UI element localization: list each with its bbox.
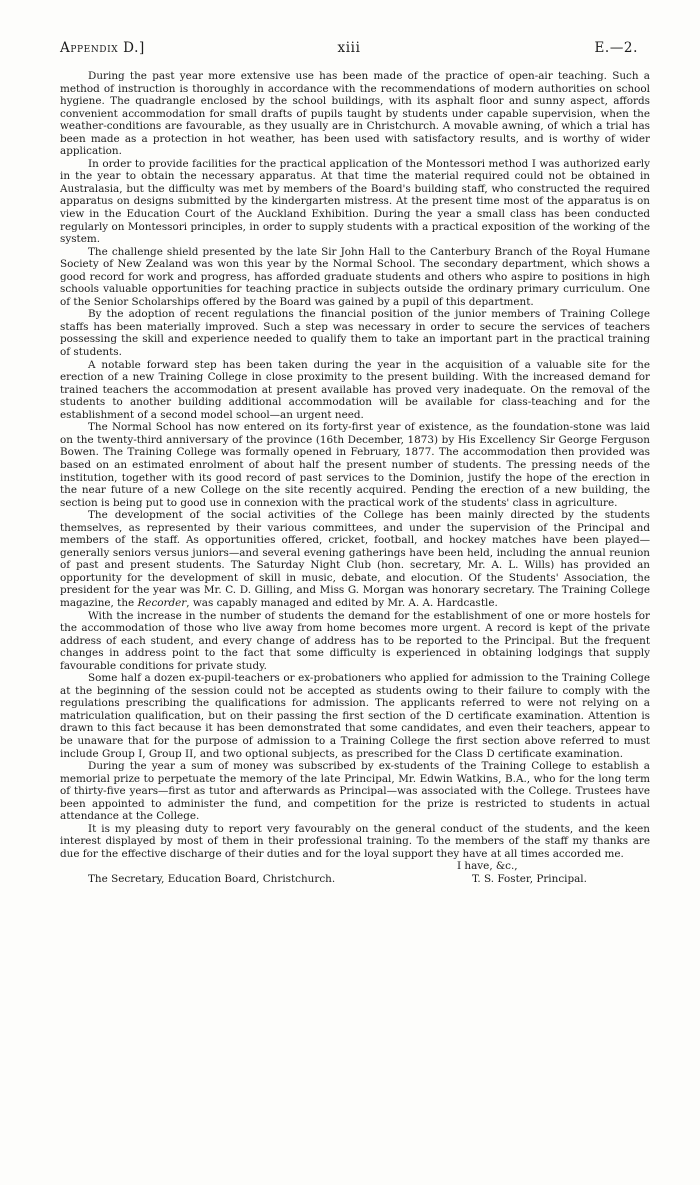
report-body: [60, 70, 650, 886]
paragraph-admission: Some half a dozen ex-pupil-teachers or ex-probationers who applied for admission to the Training College at the beginning of the session could not be accepted as students owing to their failure to comply with the regulations prescribing the qualifications for admission. The applicants referred to were not relying on a matriculation qualification, but on their passing the first section of the D certificate examination. Attention is drawn to this fact because it has been demonstrated that some candidates, and even their teachers, appear to be unaware that for the purpose of admission to a Training College the first section above referred to must include Group I, Group II, and two optional subjects, as prescribed for the Class D certificate examination.: [60, 672, 650, 760]
paragraph-memorial-prize: During the year a sum of money was subscribed by ex-students of the Training College to establish a memorial prize to perpetuate the memory of the late Principal, Mr. Edwin Watkins, B.A., who for the long term of thirty-five years—first as tutor and afterwards as Principal—was associated with the College. Trustees have been appointed to administer the fund, and competition for the prize is restricted to students in actual attendance at the College.: [60, 760, 650, 823]
paragraph-conclusion: It is my pleasing duty to report very favourably on the general conduct of the students, and the keen interest displayed by most of them in their professional training. To the members of the staff my thanks are due for the effective discharge of their duties and for the loyal support they have at all times accorded me.: [60, 822, 650, 860]
paragraph-normal-school-history: The Normal School has now entered on its forty-first year of existence, as the foundation-stone was laid on the twenty-third anniversary of the province (16th December, 1873) by His Excellency Sir George Ferguson Bowen. The Training College was formally opened in February, 1877. The accommodation then provided was based on an estimated enrolment of about half the present number of students. The pressing needs of the institution, together with its good record of past services to the Dominion, justify the hope of the erection in the near future of a new College on the site recently acquired. Pending the erection of a new building, the section is being put to good use in connexion with the practical work of the students' class in agriculture.: [60, 421, 650, 509]
paragraph-challenge-shield: The challenge shield presented by the late Sir John Hall to the Canterbury Branch of the Royal Humane Society of New Zealand was won this year by the Normal School. The secondary department, which shows a good record for work and progress, has afforded graduate students and others who aspire to positions in high schools valuable opportunities for teaching practice in subjects outside the ordinary primary curriculum. One of the Senior Scholarships offered by the Board was gained by a pupil of this department.: [60, 245, 650, 308]
paragraph-open-air-teaching: During the past year more extensive use has been made of the practice of open-air teaching. Such a method of instruction is thoroughly in accordance with the recommendations of modern authorities on school hygiene. The quadrangle enclosed by the school buildings, with its asphalt floor and sunny aspect, affords convenient accommodation for small drafts of pupils taught by students under capable supervision, when the weather-conditions are favourable, as they usually are in Christchurch. A movable awning, of which a trial has been made as a protection in hot weather, has been used with satisfactory results, and is worthy of wider application.: [60, 70, 650, 158]
header-document-code: E.—2.: [594, 40, 638, 56]
sign-off: I have, &c.,: [457, 860, 518, 873]
paragraph-hostels: With the increase in the number of students the demand for the establishment of one or more hostels for the accommodation of those who live away from home becomes more urgent. A record is kept of the private address of each student, and every change of address has to be reported to the Principal. But the frequent changes in address point to the fact that some difficulty is experienced in obtaining lodgings that supply favourable conditions for private study.: [60, 609, 650, 672]
signature-line: [60, 873, 650, 886]
paragraph-social-activities: The development of the social activities of the College has been mainly directed by the students themselves, as represented by their various committees, and under the supervision of the Principal and members of the staff. As opportunities offered, cricket, football, and hockey matches have been played—generally seniors versus juniors—and several evening gatherings have been held, including the annual reunion of past and present students. The Saturday Night Club (hon. secretary, Mr. A. L. Wills) has provided an opportunity for the development of skill in music, debate, and elocution. Of the Students' Association, the president for the year was Mr. C. D. Gilling, and Miss G. Morgan was honorary secretary. The Training College magazine, the Recorder, was capably managed and edited by Mr. A. A. Hardcastle.: [60, 509, 650, 609]
addressee: The Secretary, Education Board, Christchurch.: [88, 873, 336, 886]
paragraph-montessori: In order to provide facilities for the practical application of the Montessori method I was authorized early in the year to obtain the necessary apparatus. At that time the material required could not be obtained in Australasia, but the difficulty was met by members of the Board's building staff, who constructed the required apparatus on designs submitted by the kindergarten mistress. At the present time most of the apparatus is on view in the Education Court of the Auckland Exhibition. During the year a small class has been conducted regularly on Montessori principles, in order to supply students with a practical exposition of the working of the system.: [60, 157, 650, 246]
page-header: [60, 40, 638, 62]
paragraph-staff-regulations: By the adoption of recent regulations the financial position of the junior members of Training College staffs has been materially improved. Such a step was necessary in order to secure the services of teachers possessing the skill and experience needed to qualify them to take an important part in the practical training of students.: [60, 308, 650, 359]
paragraph-new-site: A notable forward step has been taken during the year in the acquisition of a valuable site for the erection of a new Training College in close proximity to the present building. With the increased demand for trained teachers the accommodation at present available has proved very inadequate. On the removal of the students to another building additional accommodation will be available for class-teaching and for the establishment of a second model school—an urgent need.: [60, 358, 650, 421]
header-appendix: Appendix D.]: [60, 40, 145, 56]
signature: T. S. Foster, Principal.: [472, 873, 587, 886]
header-page-number: xiii: [337, 40, 361, 56]
closing-line: [60, 860, 650, 873]
italic-term: Recorder: [137, 596, 187, 609]
